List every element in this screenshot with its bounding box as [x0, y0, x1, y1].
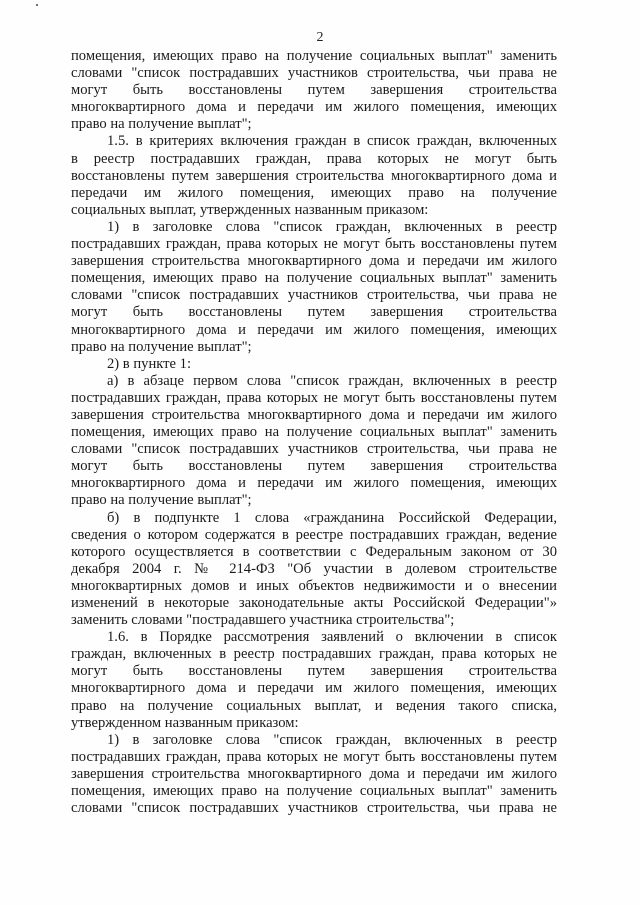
text-line: право на получение выплат"; — [71, 492, 252, 509]
text-line: заменить словами "пострадавшего участника строительства"; — [71, 612, 455, 629]
paragraph — [71, 133, 557, 218]
text-line: многоквартирного дома и передачи им жилого помещения, имеющих — [71, 99, 557, 116]
text-line: помещения, имеющих право на получение социальных выплат" заменить — [71, 783, 557, 800]
text-line: помещения, имеющих право на получение социальных выплат" заменить — [71, 270, 557, 287]
text-line: утвержденном названным приказом: — [71, 714, 299, 731]
text-line: словами "список пострадавших участников строительства, чьи права не — [71, 65, 557, 82]
text-line: словами "список пострадавших участников строительства, чьи права не — [71, 441, 557, 458]
text-line: изменений в некоторые законодательные акты Российской Федерации"» — [71, 595, 557, 611]
page-number: 2 — [316, 30, 324, 45]
text-line: завершения строительства многоквартирного дома и передачи им жилого — [71, 253, 557, 270]
paragraph — [71, 732, 557, 817]
text-line: завершения строительства многоквартирного дома и передачи им жилого — [71, 406, 557, 423]
text-line: право на получение выплат"; — [71, 116, 252, 133]
text-line: восстановлены путем завершения строительства многоквартирного дома и — [71, 167, 557, 184]
text-line: помещения, имеющих право на получение социальных выплат" заменить — [71, 424, 557, 441]
text-line: пострадавших граждан, права которых не могут быть восстановлены путем — [71, 389, 557, 406]
text-line: могут быть восстановлены путем завершения строительства — [71, 82, 557, 99]
text-line: граждан, включенных в реестр пострадавших граждан, права которых не — [71, 646, 557, 663]
text-line: сведения о котором содержатся в реестре пострадавших граждан, ведение — [71, 526, 557, 543]
text-line: декабря 2004 г. № 214-ФЗ "Об участии в долевом строительстве — [71, 560, 557, 577]
text-line: могут быть восстановлены путем завершения строительства — [71, 458, 557, 475]
text-line: а) в абзаце первом слова "список граждан, включенных в реестр — [107, 372, 557, 389]
document-body — [71, 48, 557, 817]
text-line: в реестр пострадавших граждан, права которых не могут быть — [71, 150, 557, 167]
text-line: право на получение выплат"; — [71, 338, 252, 355]
text-line: помещения, имеющих право на получение социальных выплат" заменить — [71, 48, 557, 64]
text-line: словами "список пострадавших участников строительства, чьи права не — [71, 287, 557, 304]
text-line: завершения строительства многоквартирного дома и передачи им жилого — [71, 765, 557, 782]
text-line: многоквартирного дома и передачи им жилого помещения, имеющих — [71, 321, 557, 338]
text-line: б) в подпункте 1 слова «гражданина Российской Федерации, — [107, 509, 557, 526]
paragraph — [71, 510, 557, 630]
text-line: многоквартирного дома и передачи им жилого помещения, имеющих — [71, 475, 557, 492]
paragraph — [71, 629, 557, 732]
text-line: многоквартирных домов и иных объектов недвижимости и о внесении — [71, 577, 557, 594]
text-line: могут быть восстановлены путем завершения строительства — [71, 304, 557, 321]
text-line: пострадавших граждан, права которых не могут быть восстановлены путем — [71, 748, 557, 765]
text-line: пострадавших граждан, права которых не могут быть восстановлены путем — [71, 236, 557, 253]
text-line: которого осуществляется в соответствии с Федеральным законом от 30 — [71, 543, 557, 560]
paragraph — [71, 219, 557, 356]
text-line: передачи им жилого помещения, имеющих право на получение — [71, 184, 557, 201]
paragraph — [71, 356, 557, 373]
scan-speck — [36, 4, 38, 6]
text-line: многоквартирного дома и передачи им жилого помещения, имеющих — [71, 680, 557, 697]
text-line: могут быть восстановлены путем завершения строительства — [71, 663, 557, 680]
text-line: словами "список пострадавших участников строительства, чьи права не — [71, 800, 557, 817]
text-line: право на получение социальных выплат, и ведения такого списка, — [71, 697, 557, 714]
text-line: 2) в пункте 1: — [107, 355, 192, 372]
paragraph — [71, 373, 557, 510]
paragraph — [71, 48, 557, 133]
text-line: 1) в заголовке слова "список граждан, включенных в реестр — [107, 731, 557, 748]
text-line: 1.5. в критериях включения граждан в список граждан, включенных — [107, 133, 557, 150]
text-line: 1.6. в Порядке рассмотрения заявлений о включении в список — [107, 629, 557, 646]
text-line: 1) в заголовке слова "список граждан, включенных в реестр — [107, 218, 557, 235]
text-line: социальных выплат, утвержденных названным приказом: — [71, 201, 429, 218]
